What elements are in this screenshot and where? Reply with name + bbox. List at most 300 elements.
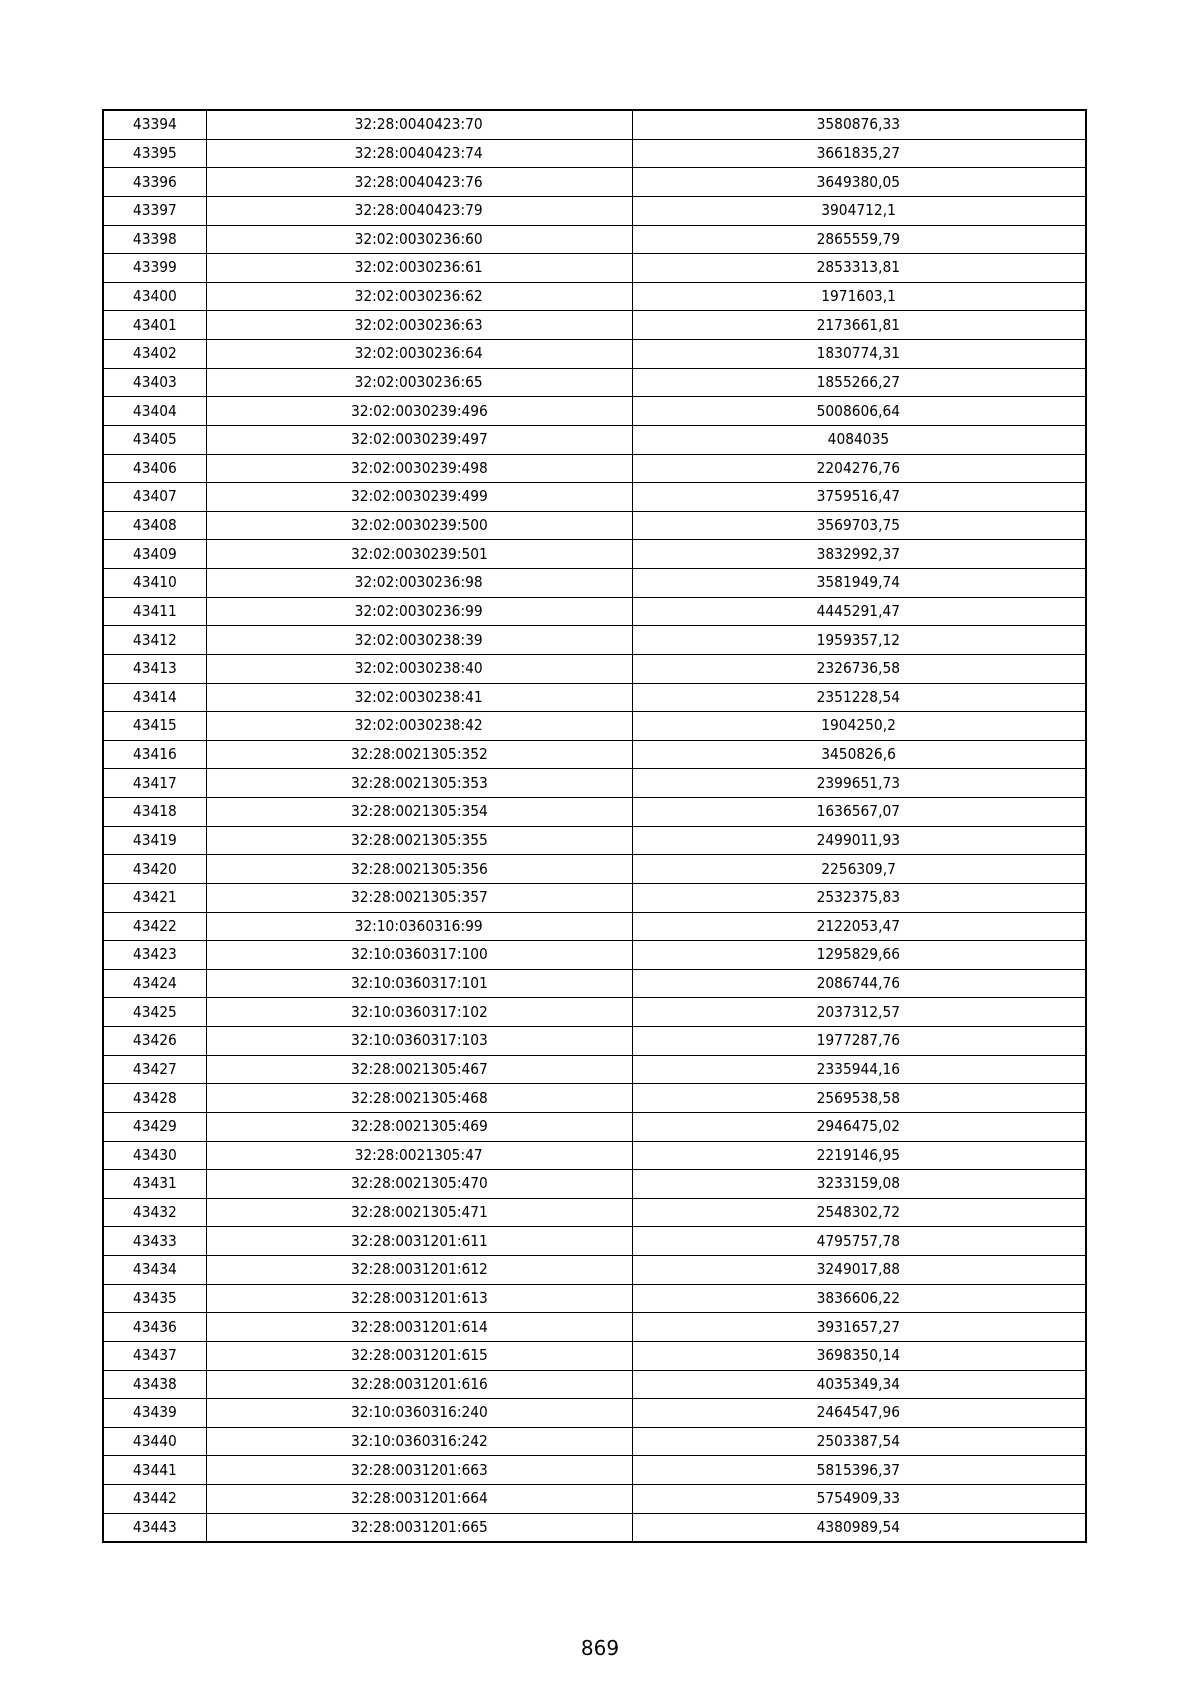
- cadastral-number-cell: [206, 798, 632, 827]
- cell-text: 32:02:0030238:41: [354, 687, 484, 706]
- cadastral-value-cell: [632, 1427, 1086, 1456]
- cell-text: 43430: [132, 1145, 177, 1164]
- cadastral-number-cell: [206, 626, 632, 655]
- row-number-cell: [103, 683, 206, 712]
- cell-text: 43409: [132, 544, 177, 563]
- table-row: [103, 1027, 1086, 1056]
- cell-text: 32:28:0040423:76: [354, 172, 484, 191]
- row-number-cell: [103, 1141, 206, 1170]
- table-row: [103, 196, 1086, 225]
- cadastral-value-cell: [632, 110, 1086, 139]
- cell-text: 32:28:0021305:356: [350, 859, 488, 878]
- table-row: [103, 254, 1086, 283]
- row-number-cell: [103, 1027, 206, 1056]
- cell-text: 32:10:0360317:100: [350, 945, 488, 964]
- cadastral-number-cell: [206, 1485, 632, 1514]
- cell-text: 32:28:0031201:615: [350, 1346, 488, 1365]
- cell-text: 32:28:0021305:469: [350, 1117, 488, 1136]
- cadastral-number-cell: [206, 1170, 632, 1199]
- cadastral-value-cell: [632, 654, 1086, 683]
- cadastral-number-cell: [206, 941, 632, 970]
- row-number-cell: [103, 1485, 206, 1514]
- table-row: [103, 798, 1086, 827]
- cell-text: 32:28:0040423:74: [354, 143, 484, 162]
- cadastral-number-cell: [206, 282, 632, 311]
- cell-text: 2351228,54: [817, 687, 901, 706]
- cadastral-value-cell: [632, 769, 1086, 798]
- cadastral-value-cell: [632, 1284, 1086, 1313]
- table-row: [103, 826, 1086, 855]
- cadastral-number-cell: [206, 1027, 632, 1056]
- cell-text: 3661835,27: [817, 143, 901, 162]
- cell-text: 3698350,14: [817, 1346, 901, 1365]
- cell-text: 5815396,37: [817, 1460, 901, 1479]
- table-row: [103, 1427, 1086, 1456]
- table-row: [103, 683, 1086, 712]
- cell-text: 32:02:0030239:498: [350, 458, 488, 477]
- table-row: [103, 139, 1086, 168]
- cell-text: 32:28:0031201:613: [350, 1288, 488, 1307]
- cell-text: 4445291,47: [817, 601, 901, 620]
- row-number-cell: [103, 368, 206, 397]
- table-row: [103, 454, 1086, 483]
- table-row: [103, 168, 1086, 197]
- cadastral-number-cell: [206, 1399, 632, 1428]
- cell-text: 43422: [132, 916, 177, 935]
- table-row: [103, 855, 1086, 884]
- cell-text: 43421: [132, 888, 177, 907]
- table-row: [103, 769, 1086, 798]
- cell-text: 43412: [132, 630, 177, 649]
- table-row: [103, 282, 1086, 311]
- cadastral-value-cell: [632, 883, 1086, 912]
- cell-text: 5754909,33: [817, 1489, 901, 1508]
- cadastral-number-cell: [206, 1256, 632, 1285]
- cadastral-value-cell: [632, 1112, 1086, 1141]
- cell-text: 2499011,93: [817, 830, 901, 849]
- cadastral-value-cell: [632, 912, 1086, 941]
- cadastral-value-cell: [632, 712, 1086, 741]
- cell-text: 32:10:0360317:102: [350, 1002, 488, 1021]
- cadastral-number-cell: [206, 368, 632, 397]
- cell-text: 43416: [132, 745, 177, 764]
- cadastral-value-cell: [632, 683, 1086, 712]
- cadastral-number-cell: [206, 254, 632, 283]
- cell-text: 4380989,54: [817, 1517, 901, 1536]
- row-number-cell: [103, 511, 206, 540]
- cell-text: 3581949,74: [817, 573, 901, 592]
- cell-text: 32:28:0031201:663: [350, 1460, 488, 1479]
- table-row: [103, 540, 1086, 569]
- cell-text: 43424: [132, 974, 177, 993]
- row-number-cell: [103, 769, 206, 798]
- table-row: [103, 1370, 1086, 1399]
- cell-text: 43426: [132, 1031, 177, 1050]
- table-row: [103, 1198, 1086, 1227]
- cell-text: 32:02:0030238:42: [354, 716, 484, 735]
- cadastral-number-cell: [206, 855, 632, 884]
- cadastral-value-cell: [632, 597, 1086, 626]
- cell-text: 2548302,72: [817, 1203, 901, 1222]
- cell-text: 3836606,22: [817, 1288, 901, 1307]
- cell-text: 32:28:0031201:664: [350, 1489, 488, 1508]
- cell-text: 32:10:0360317:103: [350, 1031, 488, 1050]
- cell-text: 43411: [132, 601, 177, 620]
- cadastral-number-cell: [206, 1141, 632, 1170]
- cell-text: 32:10:0360316:99: [354, 916, 484, 935]
- table-row: [103, 368, 1086, 397]
- row-number-cell: [103, 712, 206, 741]
- cadastral-number-cell: [206, 454, 632, 483]
- cadastral-value-table: [102, 109, 1087, 1543]
- cadastral-number-cell: [206, 883, 632, 912]
- cadastral-value-cell: [632, 1084, 1086, 1113]
- row-number-cell: [103, 1227, 206, 1256]
- row-number-cell: [103, 826, 206, 855]
- cell-text: 32:02:0030238:39: [354, 630, 484, 649]
- cell-text: 2503387,54: [817, 1432, 901, 1451]
- row-number-cell: [103, 1513, 206, 1542]
- cadastral-value-cell: [632, 1513, 1086, 1542]
- cell-text: 2532375,83: [817, 888, 901, 907]
- cell-text: 32:02:0030239:501: [350, 544, 488, 563]
- cell-text: 2946475,02: [817, 1117, 901, 1136]
- cell-text: 43420: [132, 859, 177, 878]
- cadastral-value-cell: [632, 826, 1086, 855]
- table-row: [103, 1256, 1086, 1285]
- cell-text: 43429: [132, 1117, 177, 1136]
- cell-text: 32:02:0030236:63: [354, 315, 484, 334]
- cell-text: 32:02:0030236:99: [354, 601, 484, 620]
- cadastral-number-cell: [206, 311, 632, 340]
- row-number-cell: [103, 540, 206, 569]
- cell-text: 32:02:0030236:60: [354, 229, 484, 248]
- cadastral-value-cell: [632, 798, 1086, 827]
- cell-text: 5008606,64: [817, 401, 901, 420]
- cell-text: 4035349,34: [817, 1374, 901, 1393]
- cell-text: 32:28:0021305:354: [350, 802, 488, 821]
- cell-text: 32:28:0021305:47: [354, 1145, 484, 1164]
- cadastral-value-cell: [632, 254, 1086, 283]
- table-row: [103, 1284, 1086, 1313]
- cell-text: 32:28:0031201:665: [350, 1517, 488, 1536]
- cadastral-number-cell: [206, 1112, 632, 1141]
- cell-text: 32:28:0021305:353: [350, 773, 488, 792]
- row-number-cell: [103, 483, 206, 512]
- cell-text: 3832992,37: [817, 544, 901, 563]
- cell-text: 43437: [132, 1346, 177, 1365]
- cadastral-value-cell: [632, 740, 1086, 769]
- table-row: [103, 1170, 1086, 1199]
- table-row: [103, 1084, 1086, 1113]
- cell-text: 3931657,27: [817, 1317, 901, 1336]
- row-number-cell: [103, 311, 206, 340]
- cell-text: 43427: [132, 1059, 177, 1078]
- cell-text: 32:28:0021305:355: [350, 830, 488, 849]
- cell-text: 43441: [132, 1460, 177, 1479]
- cell-text: 1295829,66: [817, 945, 901, 964]
- cadastral-number-cell: [206, 1427, 632, 1456]
- cadastral-number-cell: [206, 511, 632, 540]
- cell-text: 43428: [132, 1088, 177, 1107]
- cadastral-number-cell: [206, 483, 632, 512]
- cell-text: 32:02:0030239:500: [350, 516, 488, 535]
- cadastral-value-cell: [632, 397, 1086, 426]
- cadastral-number-cell: [206, 1341, 632, 1370]
- cell-text: 43402: [132, 344, 177, 363]
- cell-text: 32:02:0030236:65: [354, 372, 484, 391]
- cadastral-value-cell: [632, 311, 1086, 340]
- cell-text: 43405: [132, 430, 177, 449]
- cell-text: 1855266,27: [817, 372, 901, 391]
- cell-text: 43408: [132, 516, 177, 535]
- row-number-cell: [103, 425, 206, 454]
- table-row: [103, 569, 1086, 598]
- row-number-cell: [103, 1112, 206, 1141]
- cell-text: 43436: [132, 1317, 177, 1336]
- cadastral-number-cell: [206, 969, 632, 998]
- cell-text: 2086744,76: [817, 974, 901, 993]
- table-row: [103, 340, 1086, 369]
- table-row: [103, 425, 1086, 454]
- cadastral-value-cell: [632, 941, 1086, 970]
- table-row: [103, 912, 1086, 941]
- table-row: [103, 1141, 1086, 1170]
- cadastral-value-cell: [632, 282, 1086, 311]
- cell-text: 3233159,08: [817, 1174, 901, 1193]
- cell-text: 32:02:0030236:62: [354, 287, 484, 306]
- cell-text: 3759516,47: [817, 487, 901, 506]
- cell-text: 2569538,58: [817, 1088, 901, 1107]
- cadastral-number-cell: [206, 425, 632, 454]
- cadastral-value-cell: [632, 969, 1086, 998]
- table-row: [103, 311, 1086, 340]
- row-number-cell: [103, 110, 206, 139]
- row-number-cell: [103, 139, 206, 168]
- cadastral-number-cell: [206, 110, 632, 139]
- table-row: [103, 225, 1086, 254]
- row-number-cell: [103, 597, 206, 626]
- cadastral-number-cell: [206, 196, 632, 225]
- cell-text: 3904712,1: [821, 201, 897, 220]
- cell-text: 1959357,12: [817, 630, 901, 649]
- row-number-cell: [103, 168, 206, 197]
- cell-text: 1636567,07: [817, 802, 901, 821]
- cadastral-value-cell: [632, 1485, 1086, 1514]
- cell-text: 43423: [132, 945, 177, 964]
- cell-text: 43442: [132, 1489, 177, 1508]
- cadastral-number-cell: [206, 540, 632, 569]
- cell-text: 32:28:0021305:467: [350, 1059, 488, 1078]
- cadastral-value-cell: [632, 168, 1086, 197]
- cadastral-number-cell: [206, 740, 632, 769]
- cadastral-value-cell: [632, 1055, 1086, 1084]
- cell-text: 32:28:0040423:79: [354, 201, 484, 220]
- cadastral-number-cell: [206, 1084, 632, 1113]
- cadastral-value-cell: [632, 340, 1086, 369]
- table-row: [103, 397, 1086, 426]
- row-number-cell: [103, 1313, 206, 1342]
- cadastral-value-cell: [632, 511, 1086, 540]
- cadastral-number-cell: [206, 1284, 632, 1313]
- row-number-cell: [103, 969, 206, 998]
- table-row: [103, 1456, 1086, 1485]
- table-row: [103, 1513, 1086, 1542]
- table-row: [103, 483, 1086, 512]
- cell-text: 4795757,78: [817, 1231, 901, 1250]
- cell-text: 3569703,75: [817, 516, 901, 535]
- cadastral-number-cell: [206, 569, 632, 598]
- cell-text: 43419: [132, 830, 177, 849]
- cell-text: 43432: [132, 1203, 177, 1222]
- table-row: [103, 1341, 1086, 1370]
- row-number-cell: [103, 454, 206, 483]
- table-row: [103, 1112, 1086, 1141]
- row-number-cell: [103, 254, 206, 283]
- row-number-cell: [103, 1399, 206, 1428]
- cadastral-number-cell: [206, 1456, 632, 1485]
- cell-text: 43406: [132, 458, 177, 477]
- cell-text: 32:02:0030238:40: [354, 659, 484, 678]
- cell-text: 43435: [132, 1288, 177, 1307]
- cell-text: 32:02:0030236:98: [354, 573, 484, 592]
- cell-text: 2865559,79: [817, 229, 901, 248]
- row-number-cell: [103, 740, 206, 769]
- cell-text: 32:28:0031201:611: [350, 1231, 488, 1250]
- cadastral-value-cell: [632, 1198, 1086, 1227]
- cadastral-number-cell: [206, 597, 632, 626]
- cell-text: 43413: [132, 659, 177, 678]
- cell-text: 2853313,81: [817, 258, 901, 277]
- cell-text: 2335944,16: [817, 1059, 901, 1078]
- cell-text: 43438: [132, 1374, 177, 1393]
- cell-text: 32:28:0021305:471: [350, 1203, 488, 1222]
- row-number-cell: [103, 225, 206, 254]
- row-number-cell: [103, 626, 206, 655]
- cell-text: 2326736,58: [817, 659, 901, 678]
- row-number-cell: [103, 1256, 206, 1285]
- cadastral-value-cell: [632, 1227, 1086, 1256]
- cadastral-value-cell: [632, 425, 1086, 454]
- cadastral-number-cell: [206, 683, 632, 712]
- row-number-cell: [103, 1284, 206, 1313]
- cell-text: 1830774,31: [817, 344, 901, 363]
- row-number-cell: [103, 1370, 206, 1399]
- cell-text: 43394: [132, 115, 177, 134]
- row-number-cell: [103, 397, 206, 426]
- cell-text: 2399651,73: [817, 773, 901, 792]
- cell-text: 43404: [132, 401, 177, 420]
- cadastral-value-cell: [632, 1170, 1086, 1199]
- cell-text: 43431: [132, 1174, 177, 1193]
- cadastral-number-cell: [206, 139, 632, 168]
- cell-text: 32:02:0030236:61: [354, 258, 484, 277]
- table-row: [103, 1485, 1086, 1514]
- cell-text: 32:28:0021305:468: [350, 1088, 488, 1107]
- cell-text: 2204276,76: [817, 458, 901, 477]
- cell-text: 32:28:0031201:616: [350, 1374, 488, 1393]
- table-row: [103, 1055, 1086, 1084]
- cell-text: 2464547,96: [817, 1403, 901, 1422]
- cadastral-number-cell: [206, 912, 632, 941]
- cadastral-number-cell: [206, 168, 632, 197]
- cadastral-number-cell: [206, 654, 632, 683]
- cell-text: 43414: [132, 687, 177, 706]
- cell-text: 2037312,57: [817, 1002, 901, 1021]
- cell-text: 4084035: [828, 430, 890, 449]
- row-number-cell: [103, 340, 206, 369]
- cell-text: 1977287,76: [817, 1031, 901, 1050]
- table-row: [103, 740, 1086, 769]
- table-row: [103, 969, 1086, 998]
- cadastral-number-cell: [206, 225, 632, 254]
- table-row: [103, 1399, 1086, 1428]
- cadastral-number-cell: [206, 1370, 632, 1399]
- cell-text: 43407: [132, 487, 177, 506]
- cell-text: 43443: [132, 1517, 177, 1536]
- cell-text: 2173661,81: [817, 315, 901, 334]
- cell-text: 2256309,7: [821, 859, 897, 878]
- table-row: [103, 597, 1086, 626]
- row-number-cell: [103, 282, 206, 311]
- cell-text: 3649380,05: [817, 172, 901, 191]
- cell-text: 43398: [132, 229, 177, 248]
- row-number-cell: [103, 998, 206, 1027]
- cell-text: 32:28:0021305:470: [350, 1174, 488, 1193]
- cadastral-value-cell: [632, 1370, 1086, 1399]
- cadastral-value-cell: [632, 454, 1086, 483]
- cell-text: 32:10:0360316:240: [350, 1403, 488, 1422]
- cadastral-value-cell: [632, 368, 1086, 397]
- cell-text: 32:28:0021305:352: [350, 745, 488, 764]
- row-number-cell: [103, 1084, 206, 1113]
- cell-text: 2219146,95: [817, 1145, 901, 1164]
- cadastral-value-cell: [632, 1256, 1086, 1285]
- cell-text: 43396: [132, 172, 177, 191]
- row-number-cell: [103, 196, 206, 225]
- row-number-cell: [103, 912, 206, 941]
- cadastral-value-cell: [632, 569, 1086, 598]
- cell-text: 3249017,88: [817, 1260, 901, 1279]
- cell-text: 32:02:0030239:496: [350, 401, 488, 420]
- cell-text: 32:02:0030236:64: [354, 344, 484, 363]
- cadastral-number-cell: [206, 998, 632, 1027]
- table-row: [103, 941, 1086, 970]
- cell-text: 43410: [132, 573, 177, 592]
- table-row: [103, 110, 1086, 139]
- cell-text: 43440: [132, 1432, 177, 1451]
- cadastral-value-cell: [632, 626, 1086, 655]
- table-row: [103, 626, 1086, 655]
- table-row: [103, 712, 1086, 741]
- table-row: [103, 1313, 1086, 1342]
- cell-text: 2122053,47: [817, 916, 901, 935]
- cadastral-value-cell: [632, 998, 1086, 1027]
- cadastral-number-cell: [206, 769, 632, 798]
- cell-text: 32:28:0040423:70: [354, 115, 484, 134]
- cell-text: 43417: [132, 773, 177, 792]
- cell-text: 32:02:0030239:497: [350, 430, 488, 449]
- row-number-cell: [103, 1198, 206, 1227]
- cell-text: 1904250,2: [821, 716, 897, 735]
- cell-text: 3450826,6: [821, 745, 897, 764]
- cell-text: 43401: [132, 315, 177, 334]
- cadastral-value-cell: [632, 855, 1086, 884]
- page-number: 869: [580, 1636, 620, 1660]
- cadastral-number-cell: [206, 397, 632, 426]
- row-number-cell: [103, 883, 206, 912]
- table-row: [103, 511, 1086, 540]
